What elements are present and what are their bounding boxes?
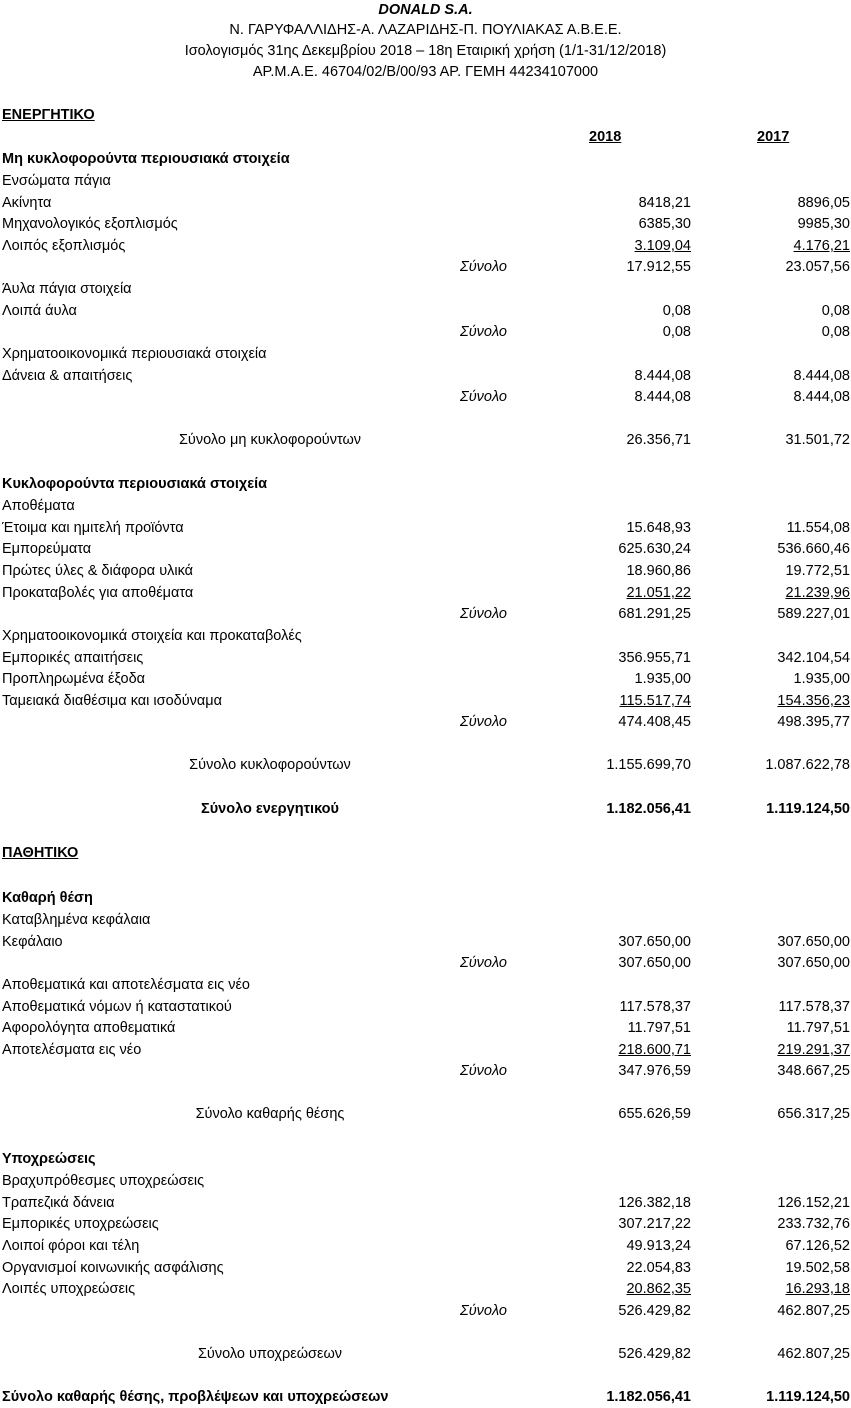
value-2017: 154.356,23 bbox=[777, 693, 850, 709]
row-label: ΠΑΘΗΤΙΚΟ bbox=[2, 845, 79, 861]
row-label: Σύνολο κυκλοφορούντων bbox=[189, 757, 351, 773]
row-label: Εμπορικές υποχρεώσεις bbox=[2, 1216, 159, 1232]
row-label: Αποθεματικά νόμων ή καταστατικού bbox=[2, 999, 232, 1015]
balance-row bbox=[0, 560, 851, 582]
subtotal-label: Σύνολο bbox=[460, 259, 507, 275]
value-2018: 11.797,51 bbox=[627, 1020, 691, 1036]
row-label: Χρηματοοικονομικά περιουσιακά στοιχεία bbox=[2, 346, 267, 362]
column-2017: 2017 bbox=[757, 129, 790, 145]
value-2018: 681.291,25 bbox=[618, 606, 691, 622]
balance-row bbox=[0, 754, 851, 776]
value-2018: 8418,21 bbox=[638, 195, 691, 211]
row-label: Προπληρωμένα έξοδα bbox=[2, 671, 146, 687]
balance-row bbox=[0, 690, 851, 712]
value-2017: 536.660,46 bbox=[777, 541, 850, 557]
value-2018: 347.976,59 bbox=[618, 1063, 691, 1079]
value-2018: 307.217,22 bbox=[618, 1216, 691, 1232]
balance-row bbox=[0, 300, 851, 322]
row-label: Τραπεζικά δάνεια bbox=[2, 1195, 115, 1211]
value-2018: 1.182.056,41 bbox=[606, 801, 691, 817]
row-label: Αφορολόγητα αποθεματικά bbox=[2, 1020, 176, 1036]
value-2017: 4.176,21 bbox=[793, 238, 850, 254]
row-label: Καθαρή θέση bbox=[2, 890, 93, 906]
subtotal-label: Σύνολο bbox=[460, 714, 507, 730]
value-2018: 655.626,59 bbox=[618, 1106, 691, 1122]
row-label: Πρώτες ύλες & διάφορα υλικά bbox=[2, 563, 194, 579]
value-2018: 218.600,71 bbox=[618, 1042, 691, 1058]
value-2018: 49.913,24 bbox=[626, 1238, 691, 1254]
balance-row bbox=[0, 603, 851, 625]
balance-row bbox=[0, 887, 851, 909]
row-label: Σύνολο καθαρής θέσης bbox=[195, 1106, 345, 1122]
value-2017: 11.797,51 bbox=[786, 1020, 850, 1036]
value-2018: 126.382,18 bbox=[618, 1195, 691, 1211]
value-2018: 307.650,00 bbox=[618, 955, 691, 971]
balance-row bbox=[0, 1343, 851, 1365]
value-2018: 1.155.699,70 bbox=[606, 757, 691, 773]
subtotal-label: Σύνολο bbox=[460, 324, 507, 340]
value-2017: 1.087.622,78 bbox=[765, 757, 850, 773]
value-2017: 307.650,00 bbox=[777, 934, 850, 950]
value-2017: 233.732,76 bbox=[777, 1216, 850, 1232]
subtotal-label: Σύνολο bbox=[460, 606, 507, 622]
row-label: Ενσώματα πάγια bbox=[2, 173, 111, 189]
balance-row bbox=[0, 148, 851, 170]
column-2018: 2018 bbox=[589, 129, 622, 145]
balance-row bbox=[0, 1213, 851, 1235]
balance-row bbox=[0, 235, 851, 257]
balance-row bbox=[0, 1386, 851, 1408]
value-2017: 0,08 bbox=[821, 303, 850, 319]
row-label: Καταβλημένα κεφάλαια bbox=[2, 912, 151, 928]
value-2018: 17.912,55 bbox=[626, 259, 691, 275]
value-2017: 498.395,77 bbox=[777, 714, 850, 730]
value-2017: 126.152,21 bbox=[777, 1195, 850, 1211]
balance-row bbox=[0, 365, 851, 387]
balance-row bbox=[0, 343, 851, 365]
value-2017: 117.578,37 bbox=[778, 999, 850, 1015]
subtotal-label: Σύνολο bbox=[460, 955, 507, 971]
balance-row bbox=[0, 473, 851, 495]
value-2017: 21.239,96 bbox=[785, 585, 850, 601]
value-2017: 8.444,08 bbox=[793, 389, 850, 405]
value-2017: 67.126,52 bbox=[785, 1238, 850, 1254]
row-label: Λοιπά άυλα bbox=[2, 303, 77, 319]
row-label: Μη κυκλοφορούντα περιουσιακά στοιχεία bbox=[2, 151, 290, 167]
balance-row bbox=[0, 909, 851, 931]
value-2017: 23.057,56 bbox=[785, 259, 850, 275]
value-2018: 8.444,08 bbox=[634, 389, 691, 405]
balance-row bbox=[0, 429, 851, 451]
balance-row bbox=[0, 668, 851, 690]
value-2017: 31.501,72 bbox=[785, 432, 850, 448]
row-label: Σύνολο καθαρής θέσης, προβλέψεων και υποχρεώσεων bbox=[2, 1389, 389, 1405]
balance-row bbox=[0, 952, 851, 974]
balance-row bbox=[0, 104, 851, 126]
balance-row bbox=[0, 517, 851, 539]
balance-row bbox=[0, 1300, 851, 1322]
value-2018: 1.182.056,41 bbox=[606, 1389, 691, 1405]
balance-row bbox=[0, 495, 851, 517]
value-2018: 26.356,71 bbox=[626, 432, 691, 448]
row-label: Λοιπές υποχρεώσεις bbox=[2, 1281, 136, 1297]
value-2018: 6385,30 bbox=[638, 216, 691, 232]
balance-row bbox=[0, 1060, 851, 1082]
column-header-row bbox=[0, 126, 851, 148]
balance-row bbox=[0, 798, 851, 820]
balance-row bbox=[0, 213, 851, 235]
value-2018: 22.054,83 bbox=[626, 1260, 691, 1276]
value-2018: 117.578,37 bbox=[619, 999, 691, 1015]
value-2018: 526.429,82 bbox=[618, 1346, 691, 1362]
value-2017: 1.935,00 bbox=[793, 671, 850, 687]
balance-row bbox=[0, 1148, 851, 1170]
balance-row bbox=[0, 386, 851, 408]
balance-row bbox=[0, 1170, 851, 1192]
balance-row bbox=[0, 170, 851, 192]
row-label: Μηχανολογικός εξοπλισμός bbox=[2, 216, 178, 232]
balance-row bbox=[0, 711, 851, 733]
balance-row bbox=[0, 1192, 851, 1214]
value-2018: 18.960,86 bbox=[626, 563, 691, 579]
company-name: DONALD S.A. bbox=[378, 2, 473, 18]
balance-row bbox=[0, 996, 851, 1018]
row-label: Βραχυπρόθεσμες υποχρεώσεις bbox=[2, 1173, 205, 1189]
row-label: Οργανισμοί κοινωνικής ασφάλισης bbox=[2, 1260, 224, 1276]
value-2018: 8.444,08 bbox=[634, 368, 691, 384]
balance-row bbox=[0, 1235, 851, 1257]
value-2017: 1.119.124,50 bbox=[766, 801, 850, 817]
row-label: Δάνεια & απαιτήσεις bbox=[2, 368, 133, 384]
subtotal-label: Σύνολο bbox=[460, 389, 507, 405]
row-label: Εμπορικές απαιτήσεις bbox=[2, 650, 144, 666]
balance-row bbox=[0, 256, 851, 278]
registry-numbers: ΑΡ.Μ.Α.Ε. 46704/02/Β/00/93 ΑΡ. ΓΕΜΗ 44234107000 bbox=[252, 64, 599, 80]
balance-row bbox=[0, 192, 851, 214]
statement-period: Ισολογισμός 31ης Δεκεμβρίου 2018 – 18η Εταιρική χρήση (1/1-31/12/2018) bbox=[184, 43, 667, 59]
balance-row bbox=[0, 1039, 851, 1061]
row-label: Άυλα πάγια στοιχεία bbox=[2, 281, 132, 297]
value-2018: 0,08 bbox=[662, 324, 691, 340]
value-2018: 625.630,24 bbox=[618, 541, 691, 557]
balance-row bbox=[0, 974, 851, 996]
value-2017: 19.502,58 bbox=[785, 1260, 850, 1276]
value-2018: 0,08 bbox=[662, 303, 691, 319]
balance-row bbox=[0, 647, 851, 669]
value-2018: 3.109,04 bbox=[634, 238, 691, 254]
row-label: Χρηματοοικονομικά στοιχεία και προκαταβολές bbox=[2, 628, 302, 644]
value-2017: 19.772,51 bbox=[785, 563, 850, 579]
value-2017: 1.119.124,50 bbox=[766, 1389, 850, 1405]
value-2017: 16.293,18 bbox=[785, 1281, 850, 1297]
balance-row bbox=[0, 321, 851, 343]
row-label: Σύνολο ενεργητικού bbox=[201, 801, 339, 817]
balance-row bbox=[0, 931, 851, 953]
row-label: Αποθεματικά και αποτελέσματα εις νέο bbox=[2, 977, 250, 993]
balance-row bbox=[0, 1257, 851, 1279]
row-label: Εμπορεύματα bbox=[2, 541, 92, 557]
row-label: Έτοιμα και ημιτελή προϊόντα bbox=[2, 520, 184, 536]
row-label: ΕΝΕΡΓΗΤΙΚΟ bbox=[2, 107, 95, 123]
value-2018: 20.862,35 bbox=[626, 1281, 691, 1297]
balance-row bbox=[0, 278, 851, 300]
row-label: Ακίνητα bbox=[2, 195, 52, 211]
subtotal-label: Σύνολο bbox=[460, 1303, 507, 1319]
value-2018: 307.650,00 bbox=[618, 934, 691, 950]
value-2017: 656.317,25 bbox=[777, 1106, 850, 1122]
value-2018: 15.648,93 bbox=[626, 520, 691, 536]
value-2017: 9985,30 bbox=[797, 216, 850, 232]
row-label: Λοιποί φόροι και τέλη bbox=[2, 1238, 140, 1254]
value-2017: 462.807,25 bbox=[777, 1303, 850, 1319]
row-label: Λοιπός εξοπλισμός bbox=[2, 238, 126, 254]
balance-row bbox=[0, 1103, 851, 1125]
value-2018: 356.955,71 bbox=[618, 650, 691, 666]
value-2017: 348.667,25 bbox=[777, 1063, 850, 1079]
value-2018: 1.935,00 bbox=[634, 671, 691, 687]
row-label: Προκαταβολές για αποθέματα bbox=[2, 585, 194, 601]
row-label: Σύνολο υποχρεώσεων bbox=[197, 1346, 343, 1362]
row-label: Κυκλοφορούντα περιουσιακά στοιχεία bbox=[2, 476, 268, 492]
value-2017: 0,08 bbox=[821, 324, 850, 340]
value-2017: 342.104,54 bbox=[777, 650, 850, 666]
value-2017: 462.807,25 bbox=[777, 1346, 850, 1362]
balance-row bbox=[0, 538, 851, 560]
balance-row bbox=[0, 842, 851, 864]
value-2018: 115.517,74 bbox=[619, 693, 691, 709]
value-2017: 219.291,37 bbox=[777, 1042, 850, 1058]
balance-row bbox=[0, 582, 851, 604]
value-2017: 11.554,08 bbox=[786, 520, 850, 536]
company-partners: Ν. ΓΑΡΥΦΑΛΛΙΔΗΣ-Α. ΛΑΖΑΡΙΔΗΣ-Π. ΠΟΥΛΙΑΚΑΣ Α.Β.Ε.Ε. bbox=[229, 22, 622, 38]
value-2017: 589.227,01 bbox=[777, 606, 850, 622]
row-label: Αποθέματα bbox=[2, 498, 75, 514]
subtotal-label: Σύνολο bbox=[460, 1063, 507, 1079]
row-label: Κεφάλαιο bbox=[2, 934, 63, 950]
value-2018: 21.051,22 bbox=[626, 585, 691, 601]
balance-row bbox=[0, 1017, 851, 1039]
value-2017: 8896,05 bbox=[797, 195, 850, 211]
balance-row bbox=[0, 1278, 851, 1300]
balance-row bbox=[0, 625, 851, 647]
row-label: Υποχρεώσεις bbox=[2, 1151, 96, 1167]
value-2017: 8.444,08 bbox=[793, 368, 850, 384]
row-label: Ταμειακά διαθέσιμα και ισοδύναμα bbox=[2, 693, 223, 709]
value-2017: 307.650,00 bbox=[777, 955, 850, 971]
value-2018: 526.429,82 bbox=[618, 1303, 691, 1319]
row-label: Σύνολο μη κυκλοφορούντων bbox=[178, 432, 362, 448]
value-2018: 474.408,45 bbox=[618, 714, 691, 730]
row-label: Αποτελέσματα εις νέο bbox=[2, 1042, 142, 1058]
